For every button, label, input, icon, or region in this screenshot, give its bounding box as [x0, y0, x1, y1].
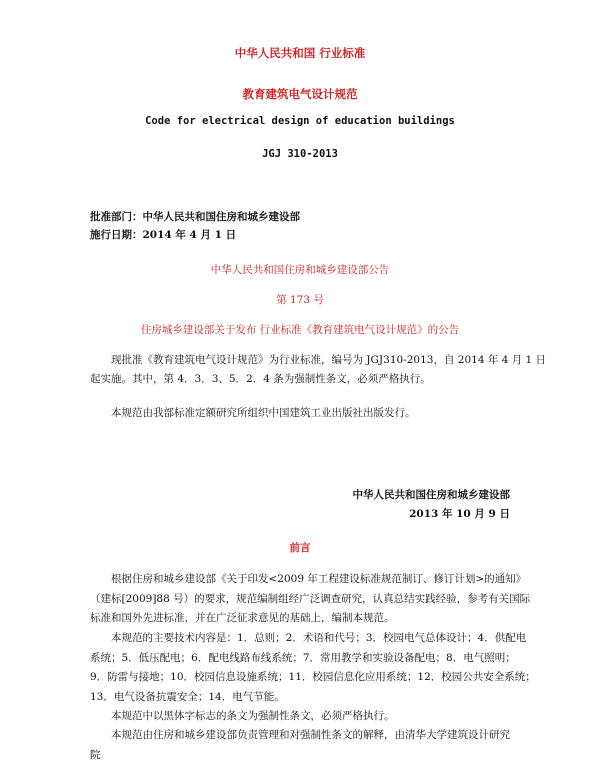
foreword-paragraph-2 — [90, 629, 536, 707]
english-title: Code for electrical design of education buildings — [145, 115, 455, 127]
paragraph-line: 起实施。其中，第 4．3．3、5．2．4 条为强制性条文，必须严格执行。 — [90, 373, 431, 385]
signature-date: 2013 年 10 月 9 日 — [409, 508, 510, 520]
paragraph-line: 13．电气设备抗震安全；14．电气节能。 — [90, 690, 285, 703]
paragraph-line: 现批准《教育建筑电气设计规范》为行业标准，编号为 JGJ310-2013，自 2014 年 4 月 1 日 — [111, 354, 547, 366]
standard-code: JGJ 310-2013 — [262, 148, 338, 160]
foreword-paragraph-4: 本规范由住房和城乡建设部负责管理和对强制性条文的解释，由清华大学建筑设计研究院 — [90, 729, 510, 761]
paragraph-line: 根据住房和城乡建设部《关于印发<2009 年工程建设标准规范制订、修订计划>的通知》 — [111, 573, 527, 585]
signature-organization: 中华人民共和国住房和城乡建设部 — [352, 489, 510, 501]
announcement-subject: 住房城乡建设部关于发布 行业标准《教育建筑电气设计规范》的公告 — [140, 324, 460, 336]
foreword-paragraph-3: 本规范中以黑体字标志的条文为强制性条文，必须严格执行。 — [111, 710, 395, 722]
paragraph-line: 本规范的主要技术内容是：1．总则；2．术语和代号；3．校园电气总体设计；4．供配电 — [111, 632, 527, 644]
chinese-title: 教育建筑电气设计规范 — [242, 87, 358, 101]
foreword-heading: 前言 — [289, 542, 311, 554]
paragraph-line: 系统；5．低压配电；6．配电线路布线系统；7．常用教学和实验设备配电；8．电气照明； — [90, 651, 516, 664]
announcement-paragraph-1 — [90, 351, 547, 389]
announcement-paragraph-2: 本规范由我部标准定额研究所组织中国建筑工业出版社出版发行。 — [111, 407, 416, 419]
announcement-number: 第 173 号 — [276, 294, 324, 306]
paragraph-line: （建标[2009]88 号）的要求，规范编制组经广泛调查研究，认真总结实践经验，参考有关国际 — [90, 592, 531, 605]
foreword-paragraph-1 — [90, 570, 531, 629]
paragraph-line: 9．防雷与接地；10．校园信息设施系统；11．校园信息化应用系统；12．校园公共安全系统； — [90, 671, 536, 683]
announcement-heading: 中华人民共和国住房和城乡建设部公告 — [210, 264, 390, 276]
effective-date: 施行日期：2014 年 4 月 1 日 — [90, 229, 237, 241]
approval-department: 批准部门：中华人民共和国住房和城乡建设部 — [90, 211, 300, 223]
paragraph-line: 标准和国外先进标准，并在广泛征求意见的基础上，编制本规范。 — [90, 612, 395, 624]
industry-standard-label: 中华人民共和国 行业标准 — [234, 46, 366, 60]
